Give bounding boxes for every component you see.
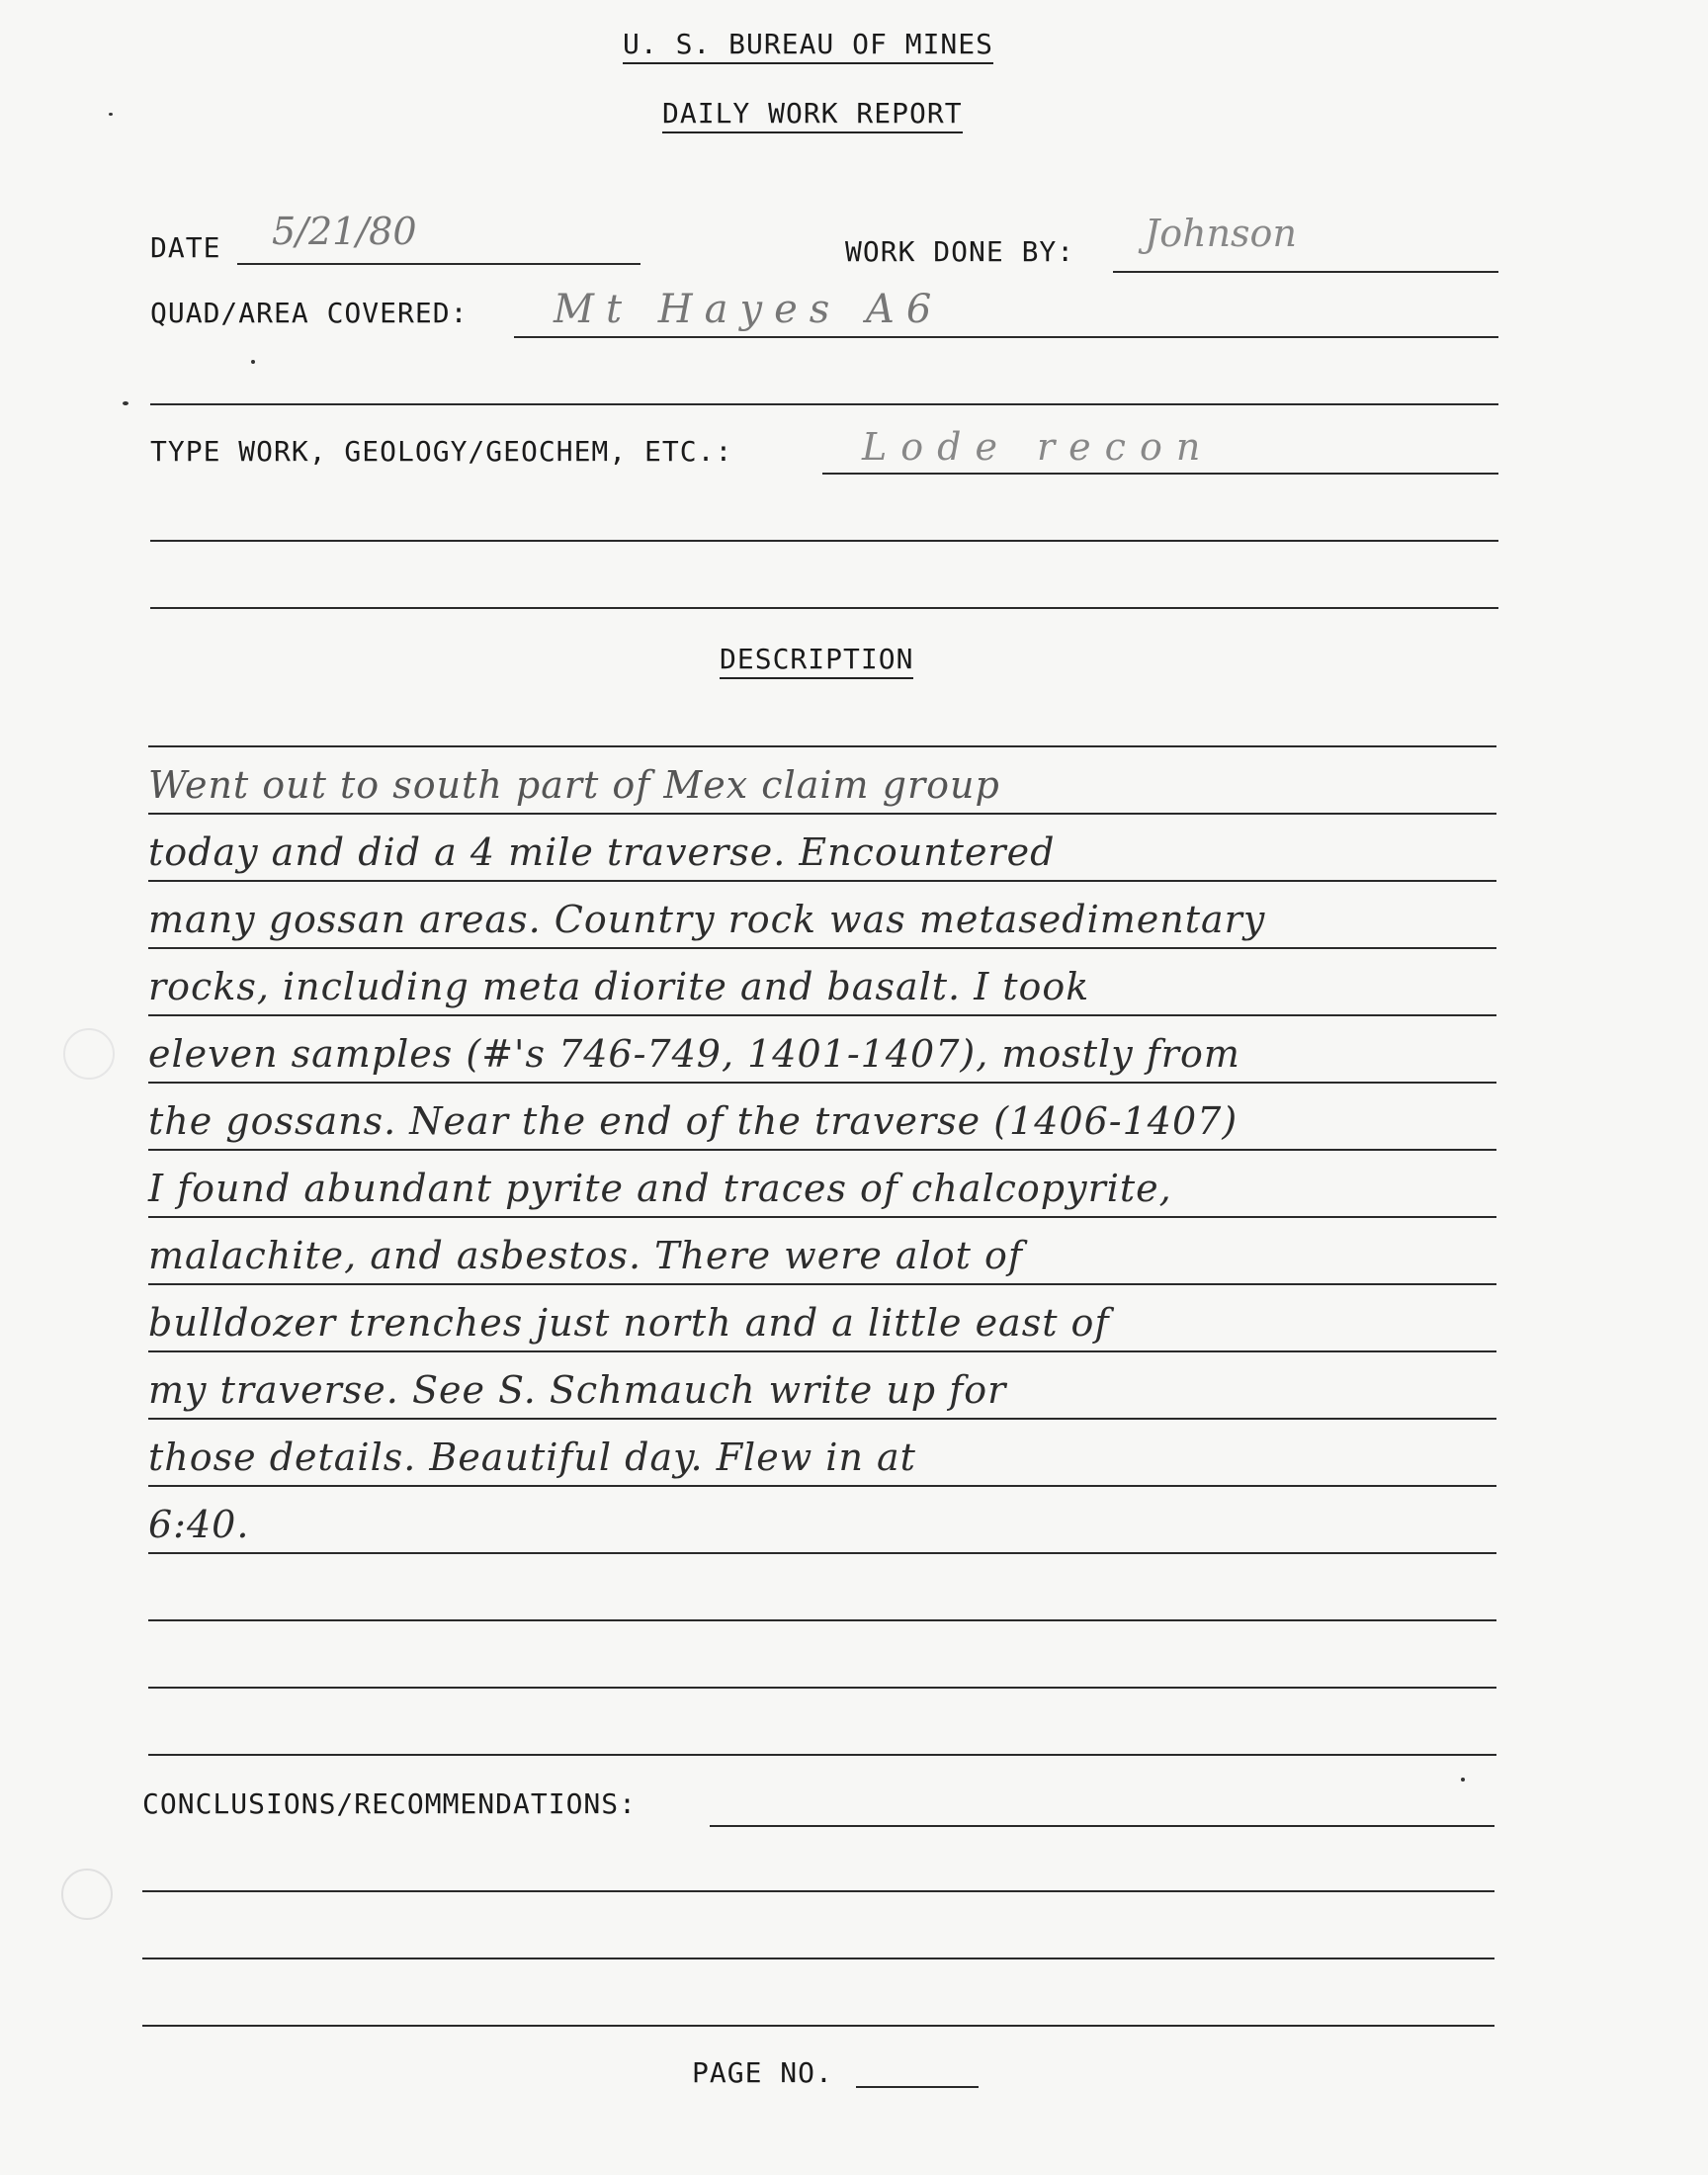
conclusions-extra-rule-3 — [142, 2025, 1494, 2027]
conclusions-extra-rule-1 — [142, 1890, 1494, 1892]
description-rule-9 — [148, 1350, 1496, 1352]
quad-extra-rule — [150, 403, 1498, 405]
description-line: I found abundant pyrite and traces of chalcopyrite, — [148, 1167, 1172, 1210]
date-rule — [237, 263, 640, 265]
description-rule-1 — [148, 813, 1496, 815]
description-line: my traverse. See S. Schmauch write up for — [148, 1368, 1007, 1412]
scan-speck — [1461, 1778, 1465, 1782]
description-rule-2 — [148, 880, 1496, 882]
description-line: malachite, and asbestos. There were alot of — [148, 1234, 1023, 1277]
scan-speck — [251, 360, 255, 364]
agency-header: U. S. BUREAU OF MINES — [623, 28, 993, 64]
type-work-extra-rule-2 — [150, 607, 1498, 609]
type-work-extra-rule-1 — [150, 540, 1498, 542]
quad-value: Mt Hayes A6 — [554, 287, 944, 332]
date-value: 5/21/80 — [272, 210, 417, 253]
description-line: eleven samples (#'s 746-749, 1401-1407), mostly from — [148, 1032, 1240, 1076]
description-rule-5 — [148, 1082, 1496, 1084]
description-line: 6:40. — [148, 1503, 250, 1546]
description-heading: DESCRIPTION — [720, 643, 913, 679]
description-rule-4 — [148, 1014, 1496, 1016]
description-line: those details. Beautiful day. Flew in at — [148, 1436, 916, 1479]
description-line: rocks, including meta diorite and basalt. I took — [148, 965, 1090, 1008]
description-rule-8 — [148, 1283, 1496, 1285]
description-line: bulldozer trenches just north and a little east of — [148, 1301, 1110, 1345]
work-done-by-label: WORK DONE BY: — [845, 235, 1075, 268]
description-rule-3 — [148, 947, 1496, 949]
scan-speck — [109, 113, 113, 116]
work-done-by-rule — [1113, 271, 1498, 273]
conclusions-rule — [710, 1825, 1494, 1827]
description-line: Went out to south part of Mex claim group — [148, 763, 1000, 807]
conclusions-extra-rule-2 — [142, 1958, 1494, 1959]
description-rule-13 — [148, 1619, 1496, 1621]
scan-speck — [123, 401, 128, 405]
description-rule-11 — [148, 1485, 1496, 1487]
quad-label: QUAD/AREA COVERED: — [150, 297, 469, 329]
description-line: today and did a 4 mile traverse. Encountered — [148, 830, 1056, 874]
description-line: many gossan areas. Country rock was metasedimentary — [148, 898, 1266, 941]
description-rule-6 — [148, 1149, 1496, 1151]
quad-rule — [514, 336, 1498, 338]
description-rule-15 — [148, 1754, 1496, 1756]
type-work-label: TYPE WORK, GEOLOGY/GEOCHEM, ETC.: — [150, 435, 733, 468]
description-rule-14 — [148, 1687, 1496, 1689]
report-title: DAILY WORK REPORT — [662, 97, 963, 133]
description-line: the gossans. Near the end of the traverse (1406-1407) — [148, 1099, 1238, 1143]
date-label: DATE — [150, 231, 221, 264]
page-number-rule — [856, 2086, 979, 2088]
description-rule-7 — [148, 1216, 1496, 1218]
page-number-label: PAGE NO. — [692, 2056, 833, 2089]
description-rule-0 — [148, 745, 1496, 747]
conclusions-label: CONCLUSIONS/RECOMMENDATIONS: — [142, 1787, 638, 1820]
work-done-by-value: Johnson — [1145, 212, 1297, 255]
type-work-value: Lode recon — [862, 425, 1215, 469]
punch-hole-mark — [61, 1869, 113, 1920]
type-work-rule — [822, 473, 1498, 475]
punch-hole-mark — [63, 1028, 115, 1080]
description-rule-10 — [148, 1418, 1496, 1420]
description-rule-12 — [148, 1552, 1496, 1554]
